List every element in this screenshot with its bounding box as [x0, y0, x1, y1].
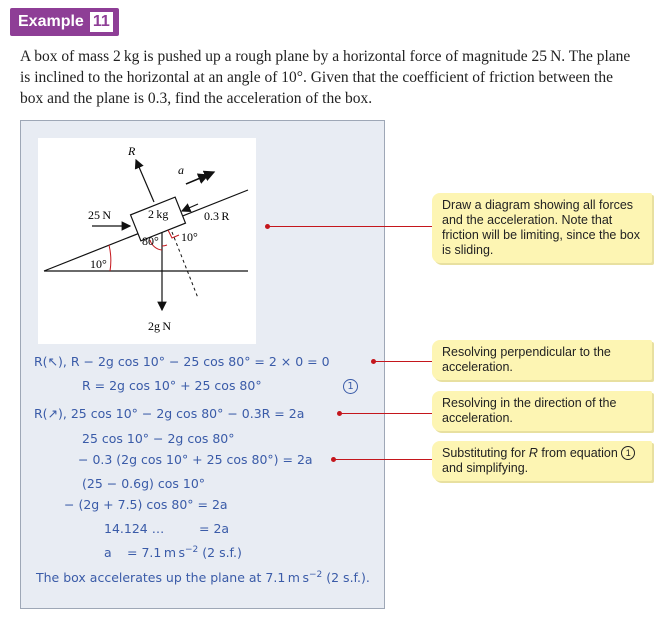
example-number: 11 — [90, 12, 113, 32]
leader-line-4 — [334, 459, 432, 460]
working-line-9-c: (2 s.f.) — [198, 545, 242, 561]
note-perpendicular: Resolving perpendicular to the acceleration. — [432, 340, 652, 380]
note-equation-number: 1 — [621, 446, 635, 460]
equation-number-1 — [343, 377, 358, 394]
note-substituting — [432, 441, 652, 481]
working-line-5: − 0.3 (2g cos 10° + 25 cos 80°) = 2a — [78, 452, 313, 467]
working-line-4: 25 cos 10° − 2g cos 80° — [82, 431, 235, 446]
note-substituting-b: from equation — [537, 446, 622, 460]
conclusion-line — [36, 570, 370, 585]
conclusion-exp: −2 — [309, 570, 323, 580]
note-direction: Resolving in the direction of the acceleration. — [432, 391, 652, 431]
base-angle-label: 10° — [90, 257, 107, 271]
angle-10-arc — [162, 245, 167, 246]
leader-line-2 — [374, 361, 432, 362]
angle-10-label: 10° — [181, 230, 198, 244]
conclusion-a: The box accelerates up the plane at 7.1 m s — [36, 570, 309, 586]
reaction-label: R — [128, 144, 136, 158]
note-substituting-c: and simplifying. — [442, 461, 529, 475]
working-line-3: R(↗), 25 cos 10° − 2g cos 80° − 0.3R = 2a — [34, 406, 305, 421]
question-text: A box of mass 2 kg is pushed up a rough plane by a horizontal force of magnitude 25 N. The plane is inclined to the horizontal at an angle of 10°. Given that the coefficient of friction between the box and the plane is 0.3, find the acceleration of the box. — [20, 48, 631, 107]
weight-label: 2g N — [148, 319, 172, 333]
example-label: Example — [18, 13, 84, 30]
equation-number-circle: 1 — [343, 379, 358, 394]
conclusion-b: (2 s.f.). — [322, 570, 370, 586]
note-substituting-r: R — [528, 446, 538, 460]
working-line-8b: = 2a — [199, 521, 230, 536]
force-diagram — [38, 138, 256, 344]
working-line-9-exp: −2 — [185, 545, 199, 555]
friction-arrow — [182, 204, 198, 211]
accel-arrow-2 — [186, 175, 208, 184]
force-diagram-svg — [38, 138, 256, 344]
accel-label: a — [178, 163, 184, 177]
leader-line-1 — [268, 226, 432, 227]
working-line-9-a: a — [104, 545, 112, 561]
angle-80-label: 80° — [142, 234, 159, 248]
reaction-arrow — [136, 160, 154, 202]
mass-label: 2 kg — [148, 207, 169, 221]
push-label: 25 N — [88, 208, 112, 222]
example-badge — [10, 8, 119, 36]
right-angle-mark — [168, 230, 179, 238]
working-line-8a: 14.124 … — [104, 521, 165, 536]
working-line-9 — [104, 545, 242, 560]
working-line-6: (25 − 0.6g) cos 10° — [82, 476, 206, 491]
working-line-1: R(↖), R − 2g cos 10° − 25 cos 80° = 2 × 0 = 0 — [34, 354, 330, 369]
working-line-9-b: = 7.1 m s — [127, 545, 186, 561]
working-line-7: − (2g + 7.5) cos 80° = 2a — [64, 497, 228, 512]
friction-label: 0.3 R — [204, 209, 230, 223]
note-diagram: Draw a diagram showing all forces and the acceleration. Note that friction will be limiting, since the box is sliding. — [432, 193, 652, 263]
working-line-2: R = 2g cos 10° + 25 cos 80° — [82, 378, 262, 393]
leader-line-3 — [340, 413, 432, 414]
note-substituting-a: Substituting for — [442, 446, 529, 460]
base-angle-arc — [109, 245, 111, 271]
